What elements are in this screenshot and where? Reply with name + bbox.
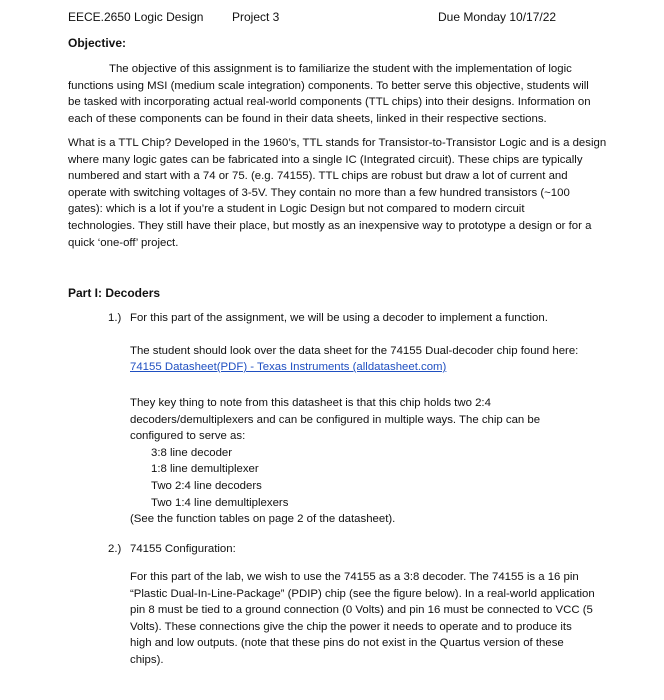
- text-line: They key thing to note from this datasheet is that this chip holds two 2:4: [130, 397, 491, 409]
- text-line: chips).: [130, 653, 164, 666]
- text-line: decoders/demultiplexers and can be configured in multiple ways. The chip can be: [130, 413, 541, 426]
- text-line: Volts). These connections give the chip the power it needs to operate and to produce its: [130, 620, 572, 633]
- project-label: Project 3: [232, 10, 280, 24]
- datasheet-link[interactable]: 74155 Datasheet(PDF) - Texas Instruments (alldatasheet.com): [130, 361, 447, 373]
- part1-heading: Part I: Decoders: [68, 286, 161, 300]
- text-line: pin 8 must be tied to a ground connection (0 Volts) and pin 16 must be connected to VCC (5: [130, 604, 593, 617]
- item2-title: 74155 Configuration:: [130, 543, 236, 555]
- text-line: quick ‘one-off’ project.: [68, 236, 179, 249]
- text-line: What is a TTL Chip? Developed in the 1960’s, TTL stands for Transistor-to-Transistor Logic and is a design: [68, 137, 607, 149]
- text-line: operate with switching voltages of 3-5V. They contain no more than a few hundred transistors (~100: [68, 186, 570, 199]
- objective-paragraph-2: [68, 135, 608, 251]
- option-item: Two 1:4 line demultiplexers: [151, 496, 289, 509]
- text-line: be tasked with incorporating actual real-world components (TTL chips) into their designs. Information on: [68, 96, 591, 109]
- text-line: functions using MSI (medium scale integration) components. To better serve this objective, students will: [68, 79, 589, 92]
- text-line: numbered and start with a 74 or 75. (e.g. 74155). TTL chips are robust but draw a lot of current and: [68, 170, 568, 183]
- text-line: gates): which is a lot if you’re a student in Logic Design but not compared to modern circuit: [68, 203, 525, 216]
- configuration-paragraph: [130, 569, 610, 669]
- text-line: “Plastic Dual-In-Line-Package” (PDIP) chip (see the figure below). In a real-world application: [130, 587, 595, 600]
- text-line: where many logic gates can be fabricated into a single IC (Integrated circuit). These chips are typically: [68, 153, 583, 166]
- function-table-note: (See the function tables on page 2 of the datasheet).: [130, 513, 396, 526]
- datasheet-intro: The student should look over the data sheet for the 74155 Dual-decoder chip found here:: [130, 345, 579, 357]
- option-item: 1:8 line demultiplexer: [151, 463, 259, 476]
- option-item: Two 2:4 line decoders: [151, 479, 262, 492]
- due-date: Due Monday 10/17/22: [438, 10, 557, 24]
- item1-text: For this part of the assignment, we will be using a decoder to implement a function.: [130, 312, 548, 324]
- text-line: high and low outputs. (note that these pins do not exist in the Quartus version of these: [130, 637, 564, 650]
- key-paragraph: [130, 395, 600, 528]
- text-line: configured to serve as:: [130, 430, 246, 443]
- text-line: technologies. They still have their place, but mostly as an inexpensive way to prototype a design or for a: [68, 219, 592, 232]
- text-line: For this part of the lab, we wish to use the 74155 as a 3:8 decoder. The 74155 is a 16 pin: [130, 571, 579, 583]
- text-line: each of these components can be found in their data sheets, linked in their respective sections.: [68, 112, 547, 125]
- item1-number: 1.): [108, 312, 122, 324]
- text-line: The objective of this assignment is to familiarize the student with the implementation of logic: [109, 63, 572, 75]
- objective-paragraph-1: [68, 61, 608, 127]
- option-item: 3:8 line decoder: [151, 446, 233, 459]
- objective-heading: Objective:: [68, 36, 127, 50]
- item2-number: 2.): [108, 543, 122, 555]
- course-title: EECE.2650 Logic Design: [68, 10, 204, 24]
